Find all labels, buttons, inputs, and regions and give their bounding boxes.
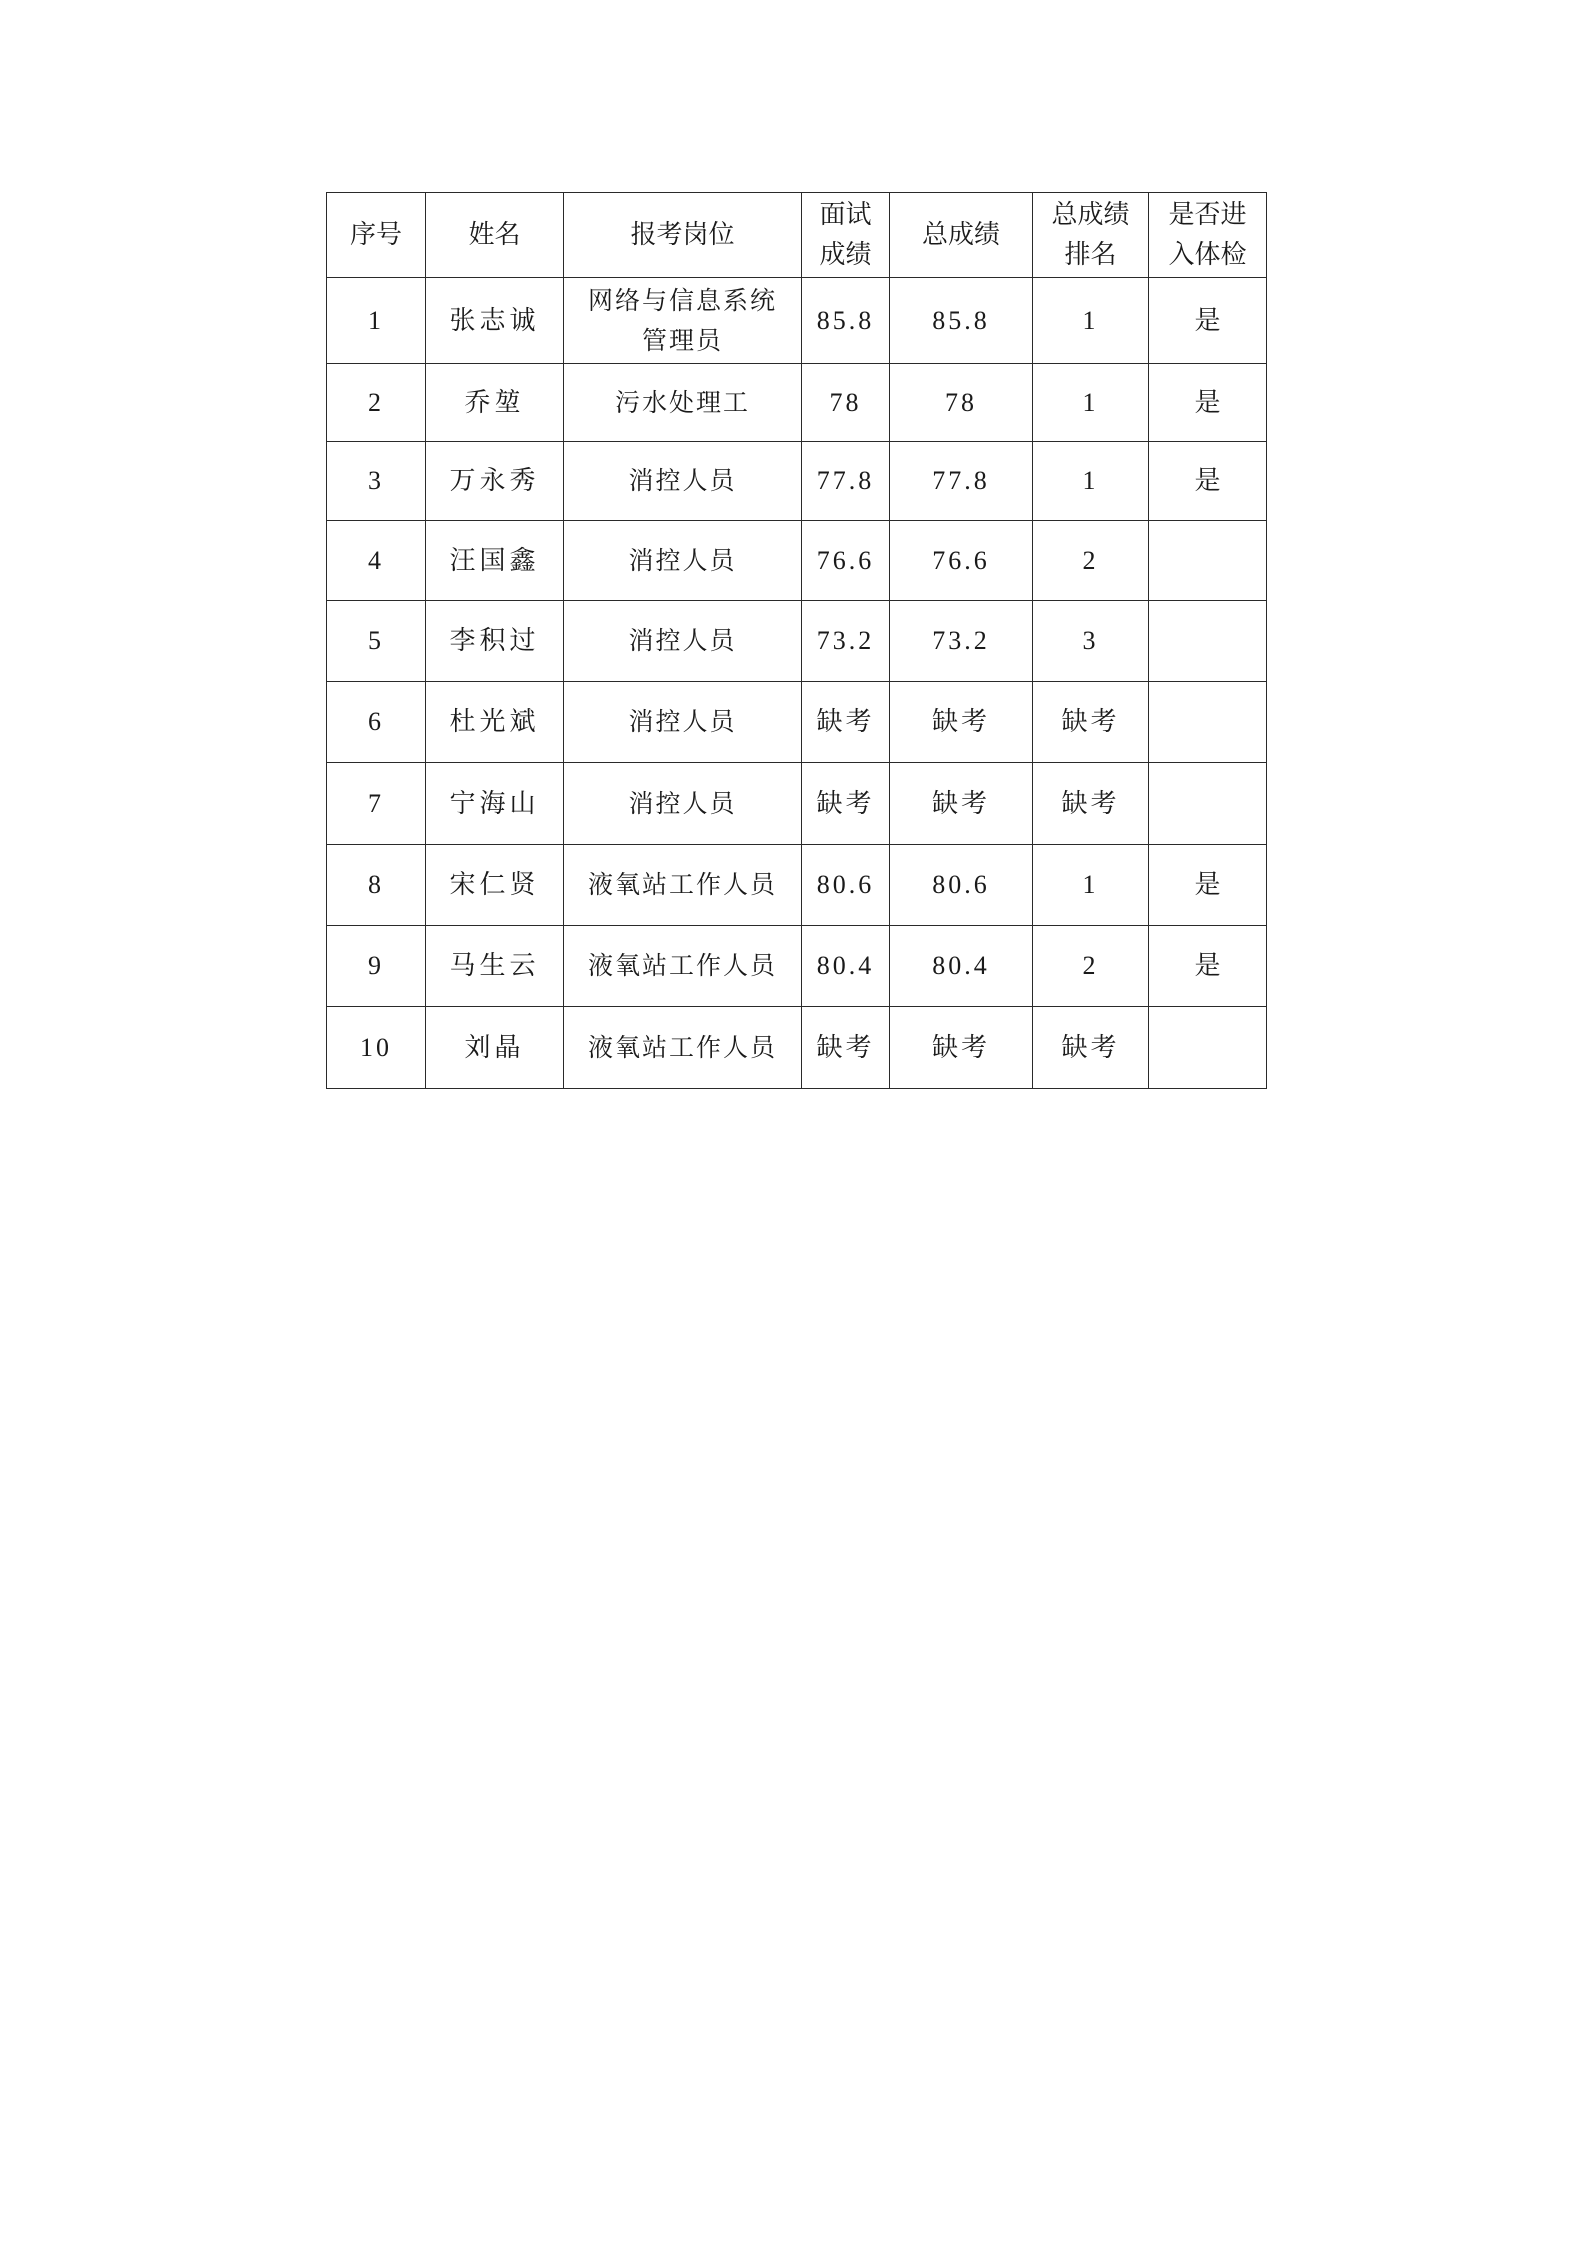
cell-post [564, 278, 802, 364]
table-row [327, 682, 1267, 763]
header-line: 面试 [819, 200, 872, 230]
cell-rank: 1 [1033, 278, 1149, 364]
table-row [327, 845, 1267, 926]
table-row [327, 763, 1267, 845]
header-line: 是否进 [1168, 200, 1247, 230]
cell-no: 5 [327, 601, 426, 682]
cell-rank: 2 [1033, 926, 1149, 1007]
cell-total-score: 73.2 [890, 601, 1033, 682]
cell-post [564, 1007, 802, 1089]
cell-total-score: 缺考 [890, 682, 1033, 763]
cell-interview-score: 78 [802, 364, 890, 442]
header-name [426, 193, 564, 278]
cell-name: 宁海山 [426, 763, 564, 845]
table-row [327, 442, 1267, 521]
cell-physical-exam [1149, 521, 1267, 601]
cell-no: 2 [327, 364, 426, 442]
post-line: 消控人员 [628, 466, 737, 495]
header-interview-score [802, 193, 890, 278]
cell-total-score: 78 [890, 364, 1033, 442]
cell-interview-score: 80.6 [802, 845, 890, 926]
cell-no: 4 [327, 521, 426, 601]
cell-no: 8 [327, 845, 426, 926]
cell-post [564, 442, 802, 521]
cell-physical-exam [1149, 1007, 1267, 1089]
cell-name: 张志诚 [426, 278, 564, 364]
cell-total-score: 缺考 [890, 1007, 1033, 1089]
header-total-score [890, 193, 1033, 278]
cell-physical-exam: 是 [1149, 926, 1267, 1007]
cell-physical-exam: 是 [1149, 364, 1267, 442]
results-table [326, 192, 1267, 1089]
post-line: 消控人员 [628, 545, 737, 575]
cell-interview-score: 77.8 [802, 442, 890, 521]
table-row [327, 364, 1267, 442]
cell-interview-score: 76.6 [802, 521, 890, 601]
cell-rank: 3 [1033, 601, 1149, 682]
cell-physical-exam: 是 [1149, 442, 1267, 521]
post-line: 网络与信息系统 [587, 285, 777, 315]
header-line: 报考岗位 [630, 220, 735, 250]
cell-total-score: 缺考 [890, 763, 1033, 845]
cell-post [564, 521, 802, 601]
post-line: 管理员 [641, 325, 723, 355]
table-header-row [327, 193, 1267, 278]
table-row [327, 521, 1267, 601]
cell-post [564, 364, 802, 442]
cell-rank: 缺考 [1033, 682, 1149, 763]
post-line: 消控人员 [628, 788, 737, 818]
cell-no: 10 [327, 1007, 426, 1089]
post-line: 液氧站工作人员 [587, 951, 777, 980]
header-line: 总成绩 [921, 220, 1000, 250]
cell-post [564, 845, 802, 926]
cell-no: 3 [327, 442, 426, 521]
header-line: 姓名 [468, 220, 521, 250]
cell-rank: 缺考 [1033, 1007, 1149, 1089]
table-row [327, 278, 1267, 364]
cell-no: 6 [327, 682, 426, 763]
post-line: 消控人员 [628, 626, 737, 655]
table-row [327, 926, 1267, 1007]
cell-interview-score: 85.8 [802, 278, 890, 364]
cell-physical-exam [1149, 601, 1267, 682]
cell-total-score: 80.6 [890, 845, 1033, 926]
cell-name: 刘晶 [426, 1007, 564, 1089]
cell-name: 汪国鑫 [426, 521, 564, 601]
cell-total-score: 77.8 [890, 442, 1033, 521]
cell-physical-exam [1149, 763, 1267, 845]
cell-rank: 1 [1033, 845, 1149, 926]
cell-total-score: 80.4 [890, 926, 1033, 1007]
table-body [327, 278, 1267, 1089]
cell-interview-score: 80.4 [802, 926, 890, 1007]
cell-name: 乔堃 [426, 364, 564, 442]
cell-interview-score: 缺考 [802, 682, 890, 763]
cell-post [564, 926, 802, 1007]
cell-post [564, 682, 802, 763]
cell-physical-exam: 是 [1149, 845, 1267, 926]
cell-name: 李积过 [426, 601, 564, 682]
header-no [327, 193, 426, 278]
cell-total-score: 85.8 [890, 278, 1033, 364]
header-physical-exam [1149, 193, 1267, 278]
cell-interview-score: 73.2 [802, 601, 890, 682]
cell-rank: 缺考 [1033, 763, 1149, 845]
cell-name: 宋仁贤 [426, 845, 564, 926]
post-line: 液氧站工作人员 [587, 1032, 777, 1062]
header-line: 排名 [1064, 240, 1117, 270]
post-line: 污水处理工 [614, 387, 750, 417]
cell-interview-score: 缺考 [802, 1007, 890, 1089]
cell-rank: 2 [1033, 521, 1149, 601]
cell-rank: 1 [1033, 364, 1149, 442]
header-line: 入体检 [1168, 240, 1247, 270]
cell-name: 马生云 [426, 926, 564, 1007]
cell-post [564, 601, 802, 682]
cell-physical-exam: 是 [1149, 278, 1267, 364]
cell-physical-exam [1149, 682, 1267, 763]
header-post [564, 193, 802, 278]
post-line: 液氧站工作人员 [587, 870, 777, 899]
header-line: 成绩 [819, 240, 872, 270]
table-row [327, 601, 1267, 682]
post-line: 消控人员 [628, 707, 737, 736]
cell-name: 万永秀 [426, 442, 564, 521]
cell-post [564, 763, 802, 845]
header-line: 序号 [349, 220, 402, 250]
cell-interview-score: 缺考 [802, 763, 890, 845]
cell-no: 9 [327, 926, 426, 1007]
cell-rank: 1 [1033, 442, 1149, 521]
table-row [327, 1007, 1267, 1089]
header-total-rank [1033, 193, 1149, 278]
cell-no: 7 [327, 763, 426, 845]
cell-total-score: 76.6 [890, 521, 1033, 601]
header-line: 总成绩 [1051, 200, 1130, 230]
cell-no: 1 [327, 278, 426, 364]
cell-name: 杜光斌 [426, 682, 564, 763]
